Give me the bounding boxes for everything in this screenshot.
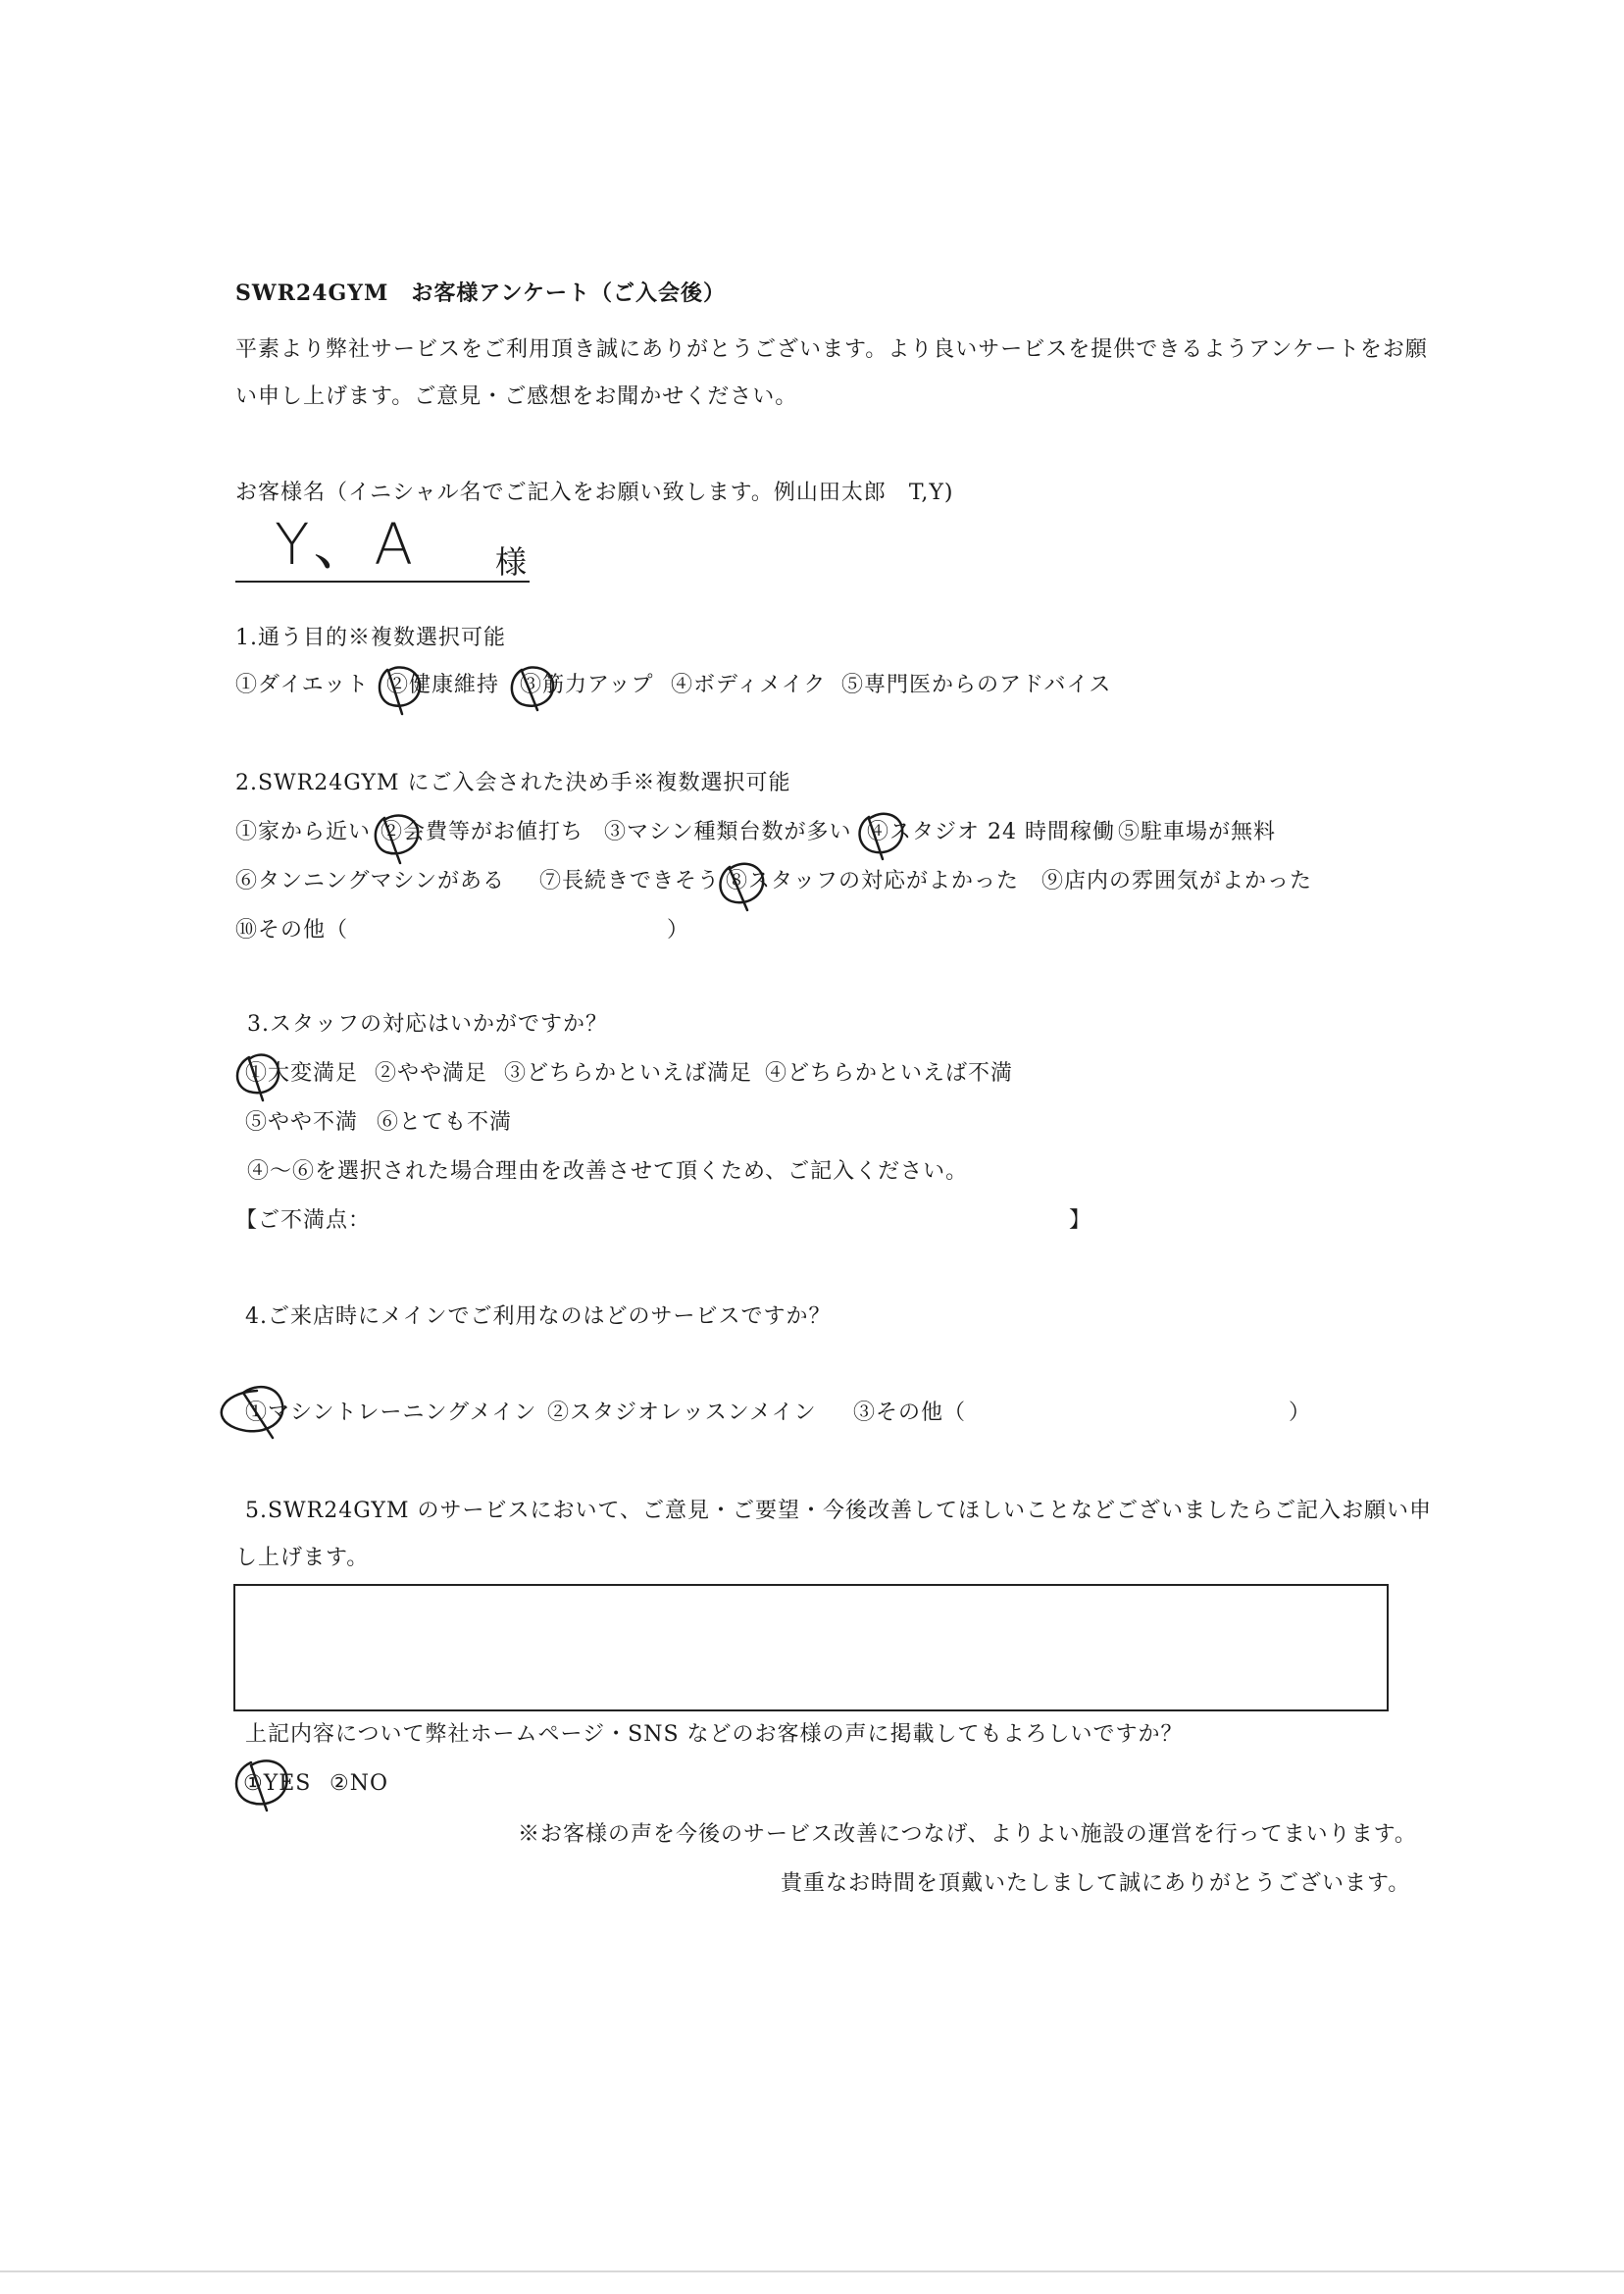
q4-option-studio-lesson[interactable]: ②スタジオレッスンメイン [547, 1401, 817, 1425]
customer-name-label: お客様名（イニシャル名でご記入をお願い致します。例山田太郎 T,Y) [235, 481, 954, 505]
q4-option-other-close: ） [1289, 1401, 1312, 1425]
q3-question: 3.スタッフの対応はいかがですか？ [247, 1012, 608, 1037]
q2-option-atmosphere[interactable]: ⑨店内の雰囲気がよかった [1041, 869, 1313, 893]
q4-question: 4.ご来店時にメインでご利用なのはどのサービスですか？ [245, 1304, 832, 1329]
q2-option-other[interactable]: ⑩その他（ [235, 918, 349, 943]
q3-complaint-label: 【ご不満点： [235, 1208, 372, 1233]
publish-option-yes[interactable]: ①YES [243, 1771, 312, 1796]
q3-option-rather-satisfied[interactable]: ③どちらかといえば満足 [504, 1061, 753, 1086]
q1-option-body-make[interactable]: ④ボディメイク [671, 673, 827, 697]
q1-option-strength[interactable]: ③筋力アップ [520, 673, 654, 697]
q5-answer-box[interactable] [233, 1584, 1389, 1711]
customer-name-handwritten: Y、A [275, 511, 418, 578]
q2-option-sustainable[interactable]: ⑦長続きできそう [539, 869, 721, 893]
q2-option-staff[interactable]: ⑧スタッフの対応がよかった [726, 869, 1020, 893]
q3-option-very-satisfied[interactable]: ①大変満足 [245, 1061, 359, 1086]
q4-option-machine-training[interactable]: ①マシントレーニングメイン [245, 1401, 537, 1425]
q1-option-health[interactable]: ②健康維持 [386, 673, 500, 697]
customer-name-underline [235, 581, 530, 583]
q3-option-somewhat-satisfied[interactable]: ②やや満足 [375, 1061, 488, 1086]
survey-title: SWR24GYM お客様アンケート（ご入会後） [235, 280, 727, 306]
q1-question: 1.通う目的※複数選択可能 [235, 626, 506, 650]
q3-option-very-dissatisfied[interactable]: ⑥とても不満 [377, 1110, 513, 1135]
q2-option-near-home[interactable]: ①家から近い [235, 820, 372, 844]
q2-question: 2.SWR24GYM にご入会された決め手※複数選択可能 [235, 771, 791, 795]
intro-text-line-1: 平素より弊社サービスをご利用頂き誠にありがとうございます。より良いサービスを提供できるようアンケートをお願 [235, 337, 1428, 362]
q2-option-tanning[interactable]: ⑥タンニングマシンがある [235, 869, 506, 893]
q3-note: ④～⑥を選択された場合理由を改善させて頂くため、ご記入ください。 [247, 1159, 969, 1184]
q5-question-line-1: 5.SWR24GYM のサービスにおいて、ご意見・ご要望・今後改善してほしいことなどございましたらご記入お願い申 [245, 1499, 1433, 1523]
q1-option-doctor-advice[interactable]: ⑤専門医からのアドバイス [841, 673, 1112, 697]
scan-edge-line [0, 2270, 1624, 2272]
customer-honorific: 様 [495, 543, 528, 581]
q2-option-studio-24h[interactable]: ④スタジオ 24 時間稼働 [867, 820, 1115, 844]
q3-complaint-close: 】 [1069, 1208, 1092, 1233]
publish-question: 上記内容について弊社ホームページ・SNS などのお客様の声に掲載してもよろしいですか？ [245, 1722, 1184, 1747]
publish-option-no[interactable]: ②NO [330, 1771, 389, 1796]
q4-option-other[interactable]: ③その他（ [853, 1401, 967, 1425]
q3-option-somewhat-dissatisfied[interactable]: ⑤やや不満 [245, 1110, 359, 1135]
footer-note: ※お客様の声を今後のサービス改善につなげ、よりよい施設の運営を行ってまいります。 [518, 1822, 1417, 1847]
footer-thanks: 貴重なお時間を頂戴いたしまして誠にありがとうございます。 [781, 1871, 1411, 1896]
q2-option-machines[interactable]: ③マシン種類台数が多い [604, 820, 852, 844]
q1-option-diet[interactable]: ①ダイエット [235, 673, 370, 697]
q2-option-other-close: ） [667, 918, 690, 943]
q2-option-fee[interactable]: ②会費等がお値打ち [381, 820, 584, 844]
q5-question-line-2: し上げます。 [235, 1546, 370, 1570]
q2-option-parking[interactable]: ⑤駐車場が無料 [1118, 820, 1277, 844]
q3-option-rather-dissatisfied[interactable]: ④どちらかといえば不満 [765, 1061, 1014, 1086]
intro-text-line-2: い申し上げます。ご意見・ご感想をお聞かせください。 [235, 384, 798, 409]
